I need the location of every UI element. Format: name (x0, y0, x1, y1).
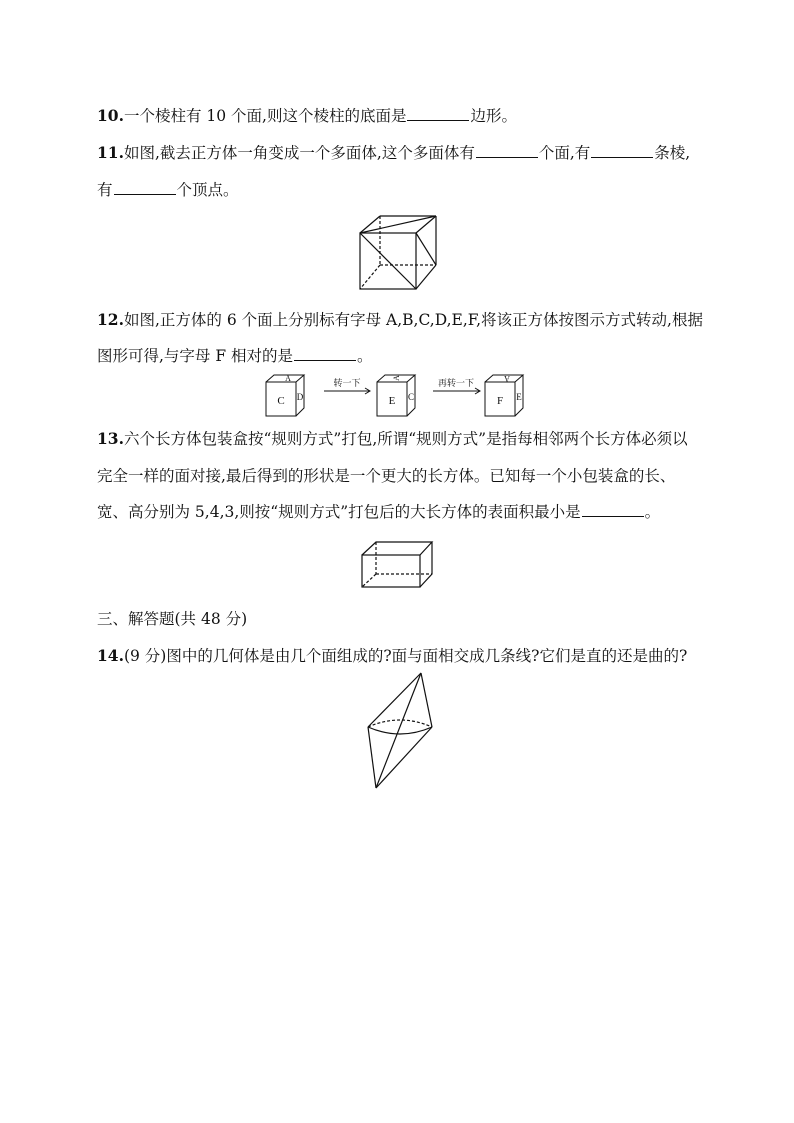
rotating-cubes-figure (260, 370, 532, 418)
question-text: 个顶点。 (176, 181, 239, 199)
answer-blank[interactable] (582, 502, 644, 517)
cube-2-top-letter: A (392, 375, 401, 381)
arrow-2-label: 再转一下 (437, 378, 475, 388)
cuboid-figure (360, 540, 436, 590)
question-text: 边形。 (470, 107, 517, 125)
section-heading: 三、解答题(共 48 分) (97, 610, 248, 628)
answer-blank[interactable] (114, 180, 176, 195)
cube-1-front-letter: C (277, 395, 285, 407)
cube-2-front-letter: E (388, 395, 396, 407)
question-13-line3 (97, 502, 660, 522)
cut-edge (360, 216, 436, 233)
question-text: 。 (357, 347, 373, 365)
question-text: 条棱, (654, 144, 691, 162)
cube-1-top-letter: A (285, 374, 291, 383)
question-11 (97, 143, 690, 163)
arrow-1-label: 转一下 (333, 378, 361, 388)
cube-3-side-letter: E (516, 392, 522, 402)
question-text: (9 分)图中的几何体是由几个面组成的?面与面相交成几条线?它们是直的还是曲的? (123, 647, 688, 665)
answer-blank[interactable] (591, 143, 653, 158)
question-text: 如图,正方体的 6 个面上分别标有字母 A,B,C,D,E,F,将该正方体按图示方式转动,根据 (123, 311, 703, 329)
cut-edge (416, 233, 436, 265)
cube-1-side-letter: D (296, 392, 304, 402)
cut-cube-figure (358, 213, 440, 293)
question-text: 。 (644, 503, 661, 521)
question-text: 个面,有 (538, 144, 591, 162)
question-11-line2 (97, 180, 239, 200)
answer-blank[interactable] (294, 346, 356, 361)
question-text: 一个棱柱有 10 个面,则这个棱柱的底面是 (123, 107, 407, 125)
question-12 (97, 310, 703, 330)
question-number: 14. (97, 646, 124, 665)
question-number: 13. (97, 429, 124, 448)
question-number: 10. (97, 106, 124, 125)
answer-blank[interactable] (407, 106, 469, 121)
question-number: 11. (97, 143, 124, 162)
question-text: 完全一样的面对接,最后得到的形状是一个更大的长方体。已知每一个小包装盒的长、 (97, 467, 676, 485)
question-12-line2 (97, 346, 373, 366)
double-cone-figure (362, 670, 434, 792)
question-text: 有 (97, 181, 113, 199)
cube-2-side-letter: C (407, 392, 415, 402)
question-text: 如图,截去正方体一角变成一个多面体,这个多面体有 (123, 144, 475, 162)
question-13 (97, 429, 688, 449)
cube-3-top-letter: A (504, 374, 510, 383)
answer-blank[interactable] (476, 143, 538, 158)
question-text: 图形可得,与字母 F 相对的是 (97, 347, 294, 365)
question-10 (97, 106, 517, 126)
cube-3-front-letter: F (496, 395, 504, 407)
question-text: 宽、高分别为 5,4,3,则按“规则方式”打包后的大长方体的表面积最小是 (97, 503, 581, 521)
question-text: 六个长方体包装盒按“规则方式”打包,所谓“规则方式”是指每相邻两个长方体必须以 (123, 430, 688, 448)
question-number: 12. (97, 310, 124, 329)
question-14 (97, 646, 687, 666)
cut-edge (360, 233, 416, 289)
question-13-line2 (97, 466, 675, 486)
